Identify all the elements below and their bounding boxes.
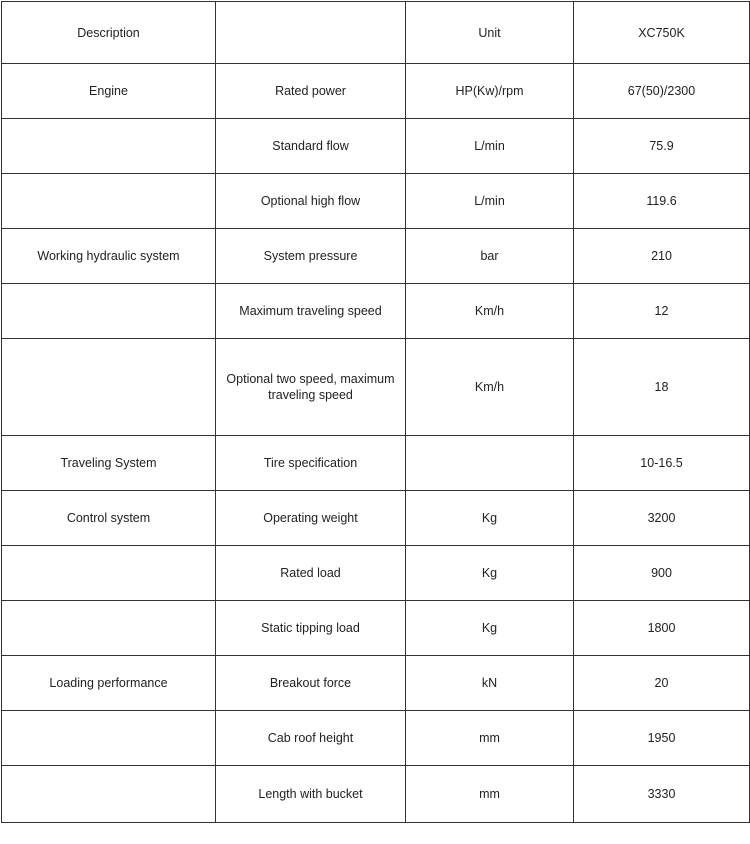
unit-cell: kN [406,656,574,711]
value-cell: 210 [574,229,750,284]
category-cell [2,546,216,601]
item-cell [216,339,406,436]
value-cell: 119.6 [574,174,750,229]
item-cell: Tire specification [216,436,406,491]
table-row [2,711,750,766]
item-cell: Length with bucket [216,766,406,823]
value-cell: 67(50)/2300 [574,64,750,119]
category-cell [2,119,216,174]
value-cell: 20 [574,656,750,711]
category-cell: Working hydraulic system [2,229,216,284]
category-cell [2,601,216,656]
item-cell: Breakout force [216,656,406,711]
value-cell: 75.9 [574,119,750,174]
value-cell: 18 [574,339,750,436]
unit-cell: HP(Kw)/rpm [406,64,574,119]
category-cell: Control system [2,491,216,546]
item-cell: Operating weight [216,491,406,546]
category-cell [2,711,216,766]
value-cell: 10-16.5 [574,436,750,491]
table-row [2,284,750,339]
value-cell: 3200 [574,491,750,546]
item-cell-text: Optional two speed, maximum traveling speed [226,372,395,402]
item-cell: Cab roof height [216,711,406,766]
value-cell: 1950 [574,711,750,766]
category-cell [2,174,216,229]
table-row [2,546,750,601]
category-cell [2,339,216,436]
category-cell [2,766,216,823]
header-unit: Unit [406,2,574,64]
category-cell [2,284,216,339]
table-row [2,491,750,546]
header-description: Description [2,2,216,64]
unit-cell: mm [406,711,574,766]
value-cell: 3330 [574,766,750,823]
header-model: XC750K [574,2,750,64]
table-row [2,436,750,491]
item-cell: Rated power [216,64,406,119]
table-row [2,64,750,119]
unit-cell [406,436,574,491]
item-cell: Rated load [216,546,406,601]
table-row [2,229,750,284]
unit-cell: mm [406,766,574,823]
table-row [2,656,750,711]
unit-cell: bar [406,229,574,284]
unit-cell: Km/h [406,339,574,436]
unit-cell: Kg [406,546,574,601]
item-cell: System pressure [216,229,406,284]
category-cell: Traveling System [2,436,216,491]
item-cell: Standard flow [216,119,406,174]
category-cell: Loading performance [2,656,216,711]
unit-cell: Kg [406,601,574,656]
value-cell: 900 [574,546,750,601]
table-row [2,339,750,436]
unit-cell: Kg [406,491,574,546]
unit-cell: L/min [406,119,574,174]
table-row [2,601,750,656]
category-cell: Engine [2,64,216,119]
value-cell: 12 [574,284,750,339]
table-row [2,174,750,229]
item-cell: Optional high flow [216,174,406,229]
table-row [2,119,750,174]
value-cell: 1800 [574,601,750,656]
item-cell: Maximum traveling speed [216,284,406,339]
table-header-row [2,2,750,64]
unit-cell: Km/h [406,284,574,339]
table-row [2,766,750,823]
unit-cell: L/min [406,174,574,229]
spec-table [1,1,750,823]
item-cell: Static tipping load [216,601,406,656]
header-item [216,2,406,64]
